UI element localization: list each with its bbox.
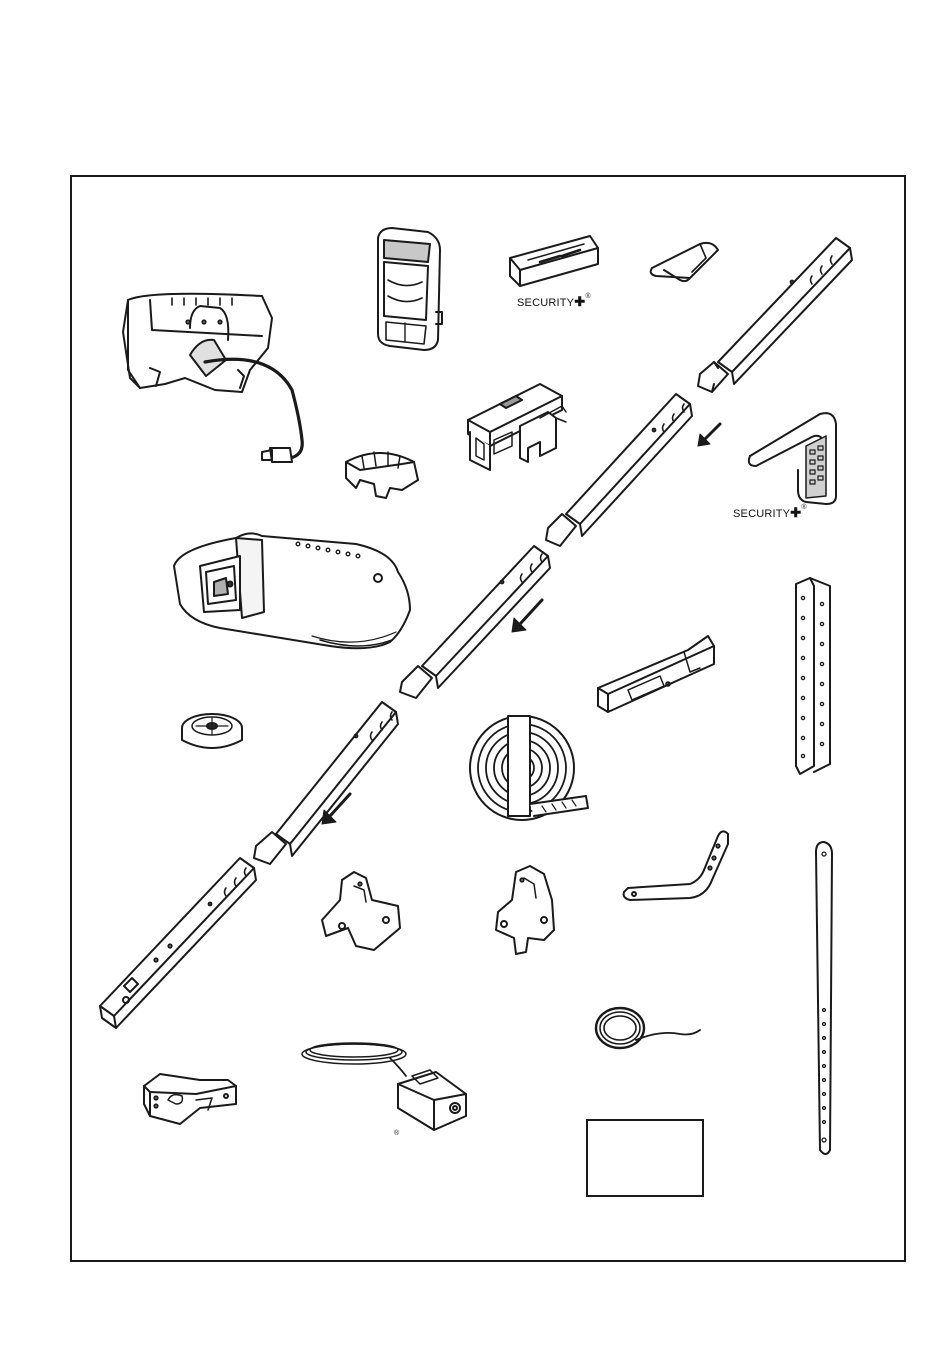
safety-sensor — [302, 1043, 466, 1130]
curved-door-arm — [624, 831, 728, 900]
motor-unit — [174, 533, 410, 648]
keypad-brand-text: SECURITY — [733, 508, 791, 520]
door-bracket — [598, 636, 714, 712]
rail-section-2 — [546, 394, 692, 546]
rail-section-5 — [100, 858, 256, 1028]
rail-section-1 — [698, 238, 852, 392]
power-head — [123, 294, 302, 462]
perforated-angle-bracket — [796, 578, 830, 774]
visor-clip — [651, 243, 718, 281]
sensor-registered-mark: ® — [394, 1130, 400, 1137]
sensor-bracket-right — [496, 866, 554, 954]
insert-arrow-1 — [698, 424, 720, 446]
remote-brand-label — [517, 294, 591, 310]
sprocket-cover — [346, 452, 418, 498]
keypad — [749, 413, 836, 504]
remote-control — [510, 236, 598, 286]
pulley-wheel — [182, 714, 242, 748]
plus-icon: ✚ — [790, 505, 802, 520]
keypad-brand-label — [733, 505, 807, 521]
sensor-bracket-left — [322, 872, 400, 950]
plus-icon: ✚ — [574, 294, 586, 309]
straight-door-arm — [816, 842, 832, 1154]
registered-mark: ® — [801, 504, 807, 511]
header-bracket — [144, 1074, 236, 1124]
belt-coil — [470, 716, 588, 820]
rail-section-3 — [400, 546, 550, 698]
remote-brand-text: SECURITY — [517, 297, 575, 309]
door-control — [378, 228, 442, 350]
bell-wire — [596, 1008, 700, 1048]
label-card — [586, 1119, 704, 1197]
rail-section-4 — [254, 702, 398, 864]
registered-mark: ® — [585, 293, 591, 300]
trolley — [468, 384, 566, 470]
